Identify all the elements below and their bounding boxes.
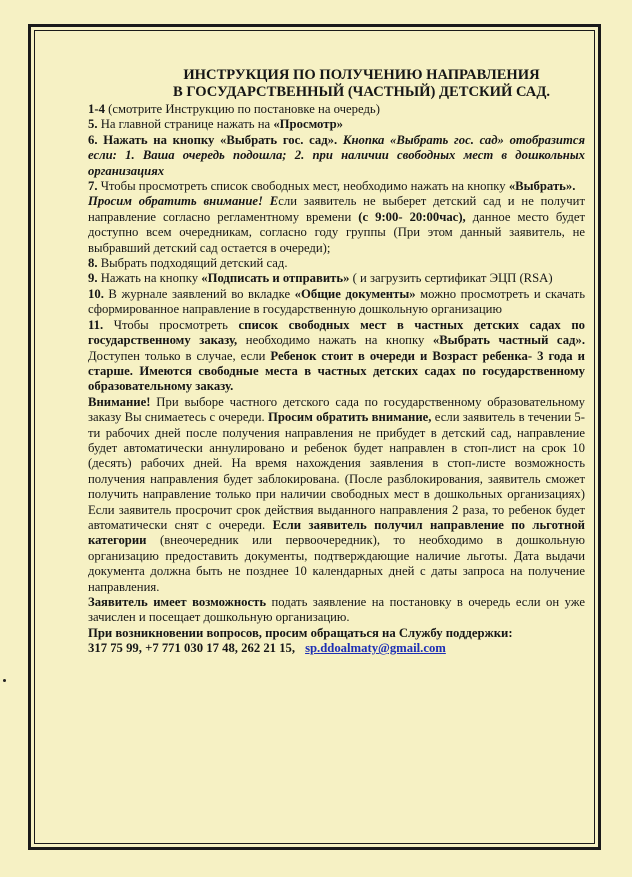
step-8: 8. Выбрать подходящий детский сад.	[88, 256, 288, 271]
step-5: 5. На главной странице нажать на «Просмотр»	[88, 117, 344, 132]
scan-speck	[3, 679, 6, 682]
attention-note-1: Просим обратить внимание! Если заявитель не выберет детский сад и не получит направление согласно регламентному времени (с 9:00- 20:00час), данное место будет доступно всем очередникам, согласно году группы (При этом данный заявитель, не выбравший детский сад остается в очереди);	[88, 194, 585, 255]
step-9: 9. Нажать на кнопку «Подписать и отправить» ( и загрузить сертификат ЭЦП (RSA)	[88, 271, 553, 286]
step-1-4: 1-4 (смотрите Инструкцию по постановке на очередь)	[88, 102, 380, 116]
title-line-1: ИНСТРУКЦИЯ ПО ПОЛУЧЕНИЮ НАПРАВЛЕНИЯ	[183, 67, 540, 83]
document-title	[88, 67, 585, 101]
support-note: При возникновении вопросов, просим обращаться на Службу поддержки:	[88, 625, 513, 640]
support-email-link[interactable]: sp.ddoalmaty@gmail.com	[305, 641, 446, 656]
step-10: 10. В журнале заявлений во вкладке «Общие документы» можно просмотреть и скачать сформированное направление в государственную дошкольную организацию	[88, 286, 585, 317]
step-11: 11. Чтобы просмотреть список свободных мест в частных детских садах по государственному заказу, необходимо нажать на кнопку «Выбрать частный сад». Доступен только в случае, если Ребенок стоит в очереди и Возраст ребенка- 3 года и старше. Имеются свободные места в частных детских садах по государственному образовательному заказу.	[88, 317, 585, 394]
contacts-line	[88, 641, 585, 656]
step-7: 7. Чтобы просмотреть список свободных мест, необходимо нажать на кнопку «Выбрать».	[88, 179, 576, 194]
phone-numbers: 317 75 99, +7 771 030 17 48, 262 21 15,	[88, 641, 296, 656]
step-6: 6. Нажать на кнопку «Выбрать гос. сад». Кнопка «Выбрать гос. сад» отобразится если: 1. Ваша очередь подошла; 2. при наличии свободных мест в дошкольных организациях	[88, 132, 586, 178]
attention-note-2: Внимание! При выборе частного детского сада по государственному образовательному заказу Вы снимаетесь с очереди. Просим обратить внимание, если заявитель в течении 5-ти рабочих дней после получения направления не прибудет в детский сад, направление будет автоматически аннулировано и ребенок будет направлен в стоп-лист на срок 10 (десять) рабочих дней. На время нахождения заявления в стоп-листе возможность получения направления будет заблокирована. (После разблокирования, заявитель сможет получить направление только при наличии свободных мест в дошкольных организациях) Если заявитель просрочит срок действия выданного направления 2 раза, то ребенок будет автоматически снят с очереди. Если заявитель получил направление по льготной категории (внеочередник или первоочередник), то необходимо в дошкольную организацию предоставить документы, подтверждающие наличие льготы. Дата выдачи документа должна быть не позднее 10 календарных дней с даты запроса на получение направления.	[88, 394, 586, 594]
title-line-2: В ГОСУДАРСТВЕННЫЙ (ЧАСТНЫЙ) ДЕТСКИЙ САД.	[172, 84, 551, 100]
instruction-body	[88, 67, 585, 657]
applicant-note: Заявитель имеет возможность подать заявление на постановку в очередь если он уже зачислен и посещает дошкольную организацию.	[88, 595, 585, 625]
